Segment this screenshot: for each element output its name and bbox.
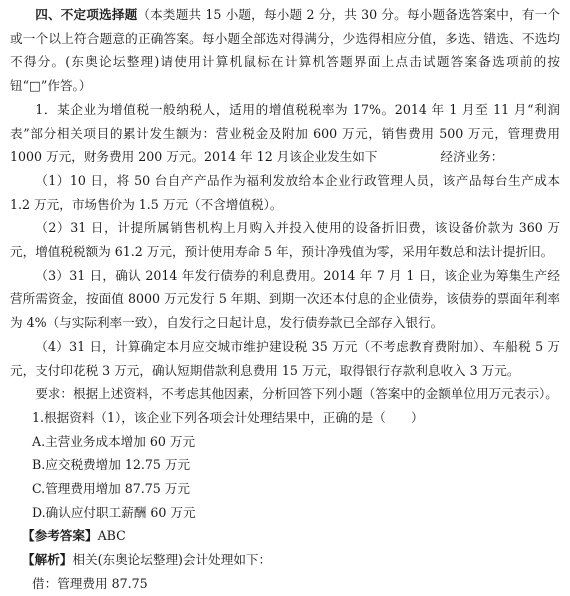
answer-label: 【参考答案】 (22, 528, 98, 544)
case-item-1: （1）10 日，将 50 台自产产品作为福利发放给本企业行政管理人员，该产品每台生产成本 1.2 万元，市场售价为 1.5 万元（不含增值税）。 (10, 172, 560, 212)
case-paragraph-1: 1．某企业为增值税一般纳税人，适用的增值税税率为 17%。2014 年 1 月至 11 月“利润表”部分相关项目的累计发生额为：营业税金及附加 600 万元，销售费用 500 万元，管理费用 1000 万元，财务费用 200 万元。2014 年 12 月该企业发生如下 经济业务： (10, 101, 560, 165)
option-d[interactable]: D.确认应付职工薪酬 60 万元 (32, 504, 196, 520)
case-item-2: （2）31 日，计提所属销售机构上月购入并投入使用的设备折旧费，该设备价款为 360 万元，增值税税额为 61.2 万元，预计使用寿命 5 年，预计净残值为零，采用年数总和法计提折旧。 (10, 220, 560, 260)
section-title: 四、不定项选择题 (35, 7, 138, 22)
requirement-paragraph: 要求：根据上述资料，不考虑其他因素，分析回答下列小题（答案中的金额单位用万元表示）。 (35, 386, 558, 402)
reference-answer (10, 524, 560, 548)
section-header (10, 3, 560, 98)
question-stem: 1.根据资料（1），该企业下列各项会计处理结果中，正确的是（ ） (32, 409, 424, 425)
option-a[interactable]: A.主营业务成本增加 60 万元 (32, 433, 196, 449)
analysis-label: 【解析】 (22, 552, 73, 568)
option-c[interactable]: C.管理费用增加 87.75 万元 (32, 481, 190, 497)
section-instructions: （本类题共 15 小题，每小题 2 分，共 30 分。每小题备选答案中，有一个或一个以上符合题意的正确答案。每小题全部选对得满分，少选得相应分值，多选、错选、不选均不得分。(东奥论坛整理)请使用计算机鼠标在计算机答题界面上点击试题答案备选项前的按钮“□”作答。） (10, 7, 560, 94)
case-item-4: （4）31 日，计算确定本月应交城市维护建设税 35 万元（不考虑教育费附加）、车船税 5 万元，支付印花税 3 万元，确认短期借款利息费用 15 万元，取得银行存款利息收入 3 万元。 (10, 338, 560, 378)
case-item-3: （3）31 日，确认 2014 年发行债券的利息费用。2014 年 7 月 1 日，该企业为筹集生产经营所需资金，按面值 8000 万元发行 5 年期、到期一次还本付息的企业债券，该债券的票面年利率为 4%（与实际利率一致），自发行之日起计息，发行债券款已全部存入银行。 (10, 267, 560, 331)
answer-value: ABC (97, 528, 126, 544)
journal-entry: 借：管理费用 87.75 (32, 575, 148, 591)
option-b[interactable]: B.应交税费增加 12.75 万元 (32, 457, 191, 473)
analysis (10, 548, 560, 572)
analysis-text: 相关(东奥论坛整理)会计处理如下： (72, 552, 272, 568)
